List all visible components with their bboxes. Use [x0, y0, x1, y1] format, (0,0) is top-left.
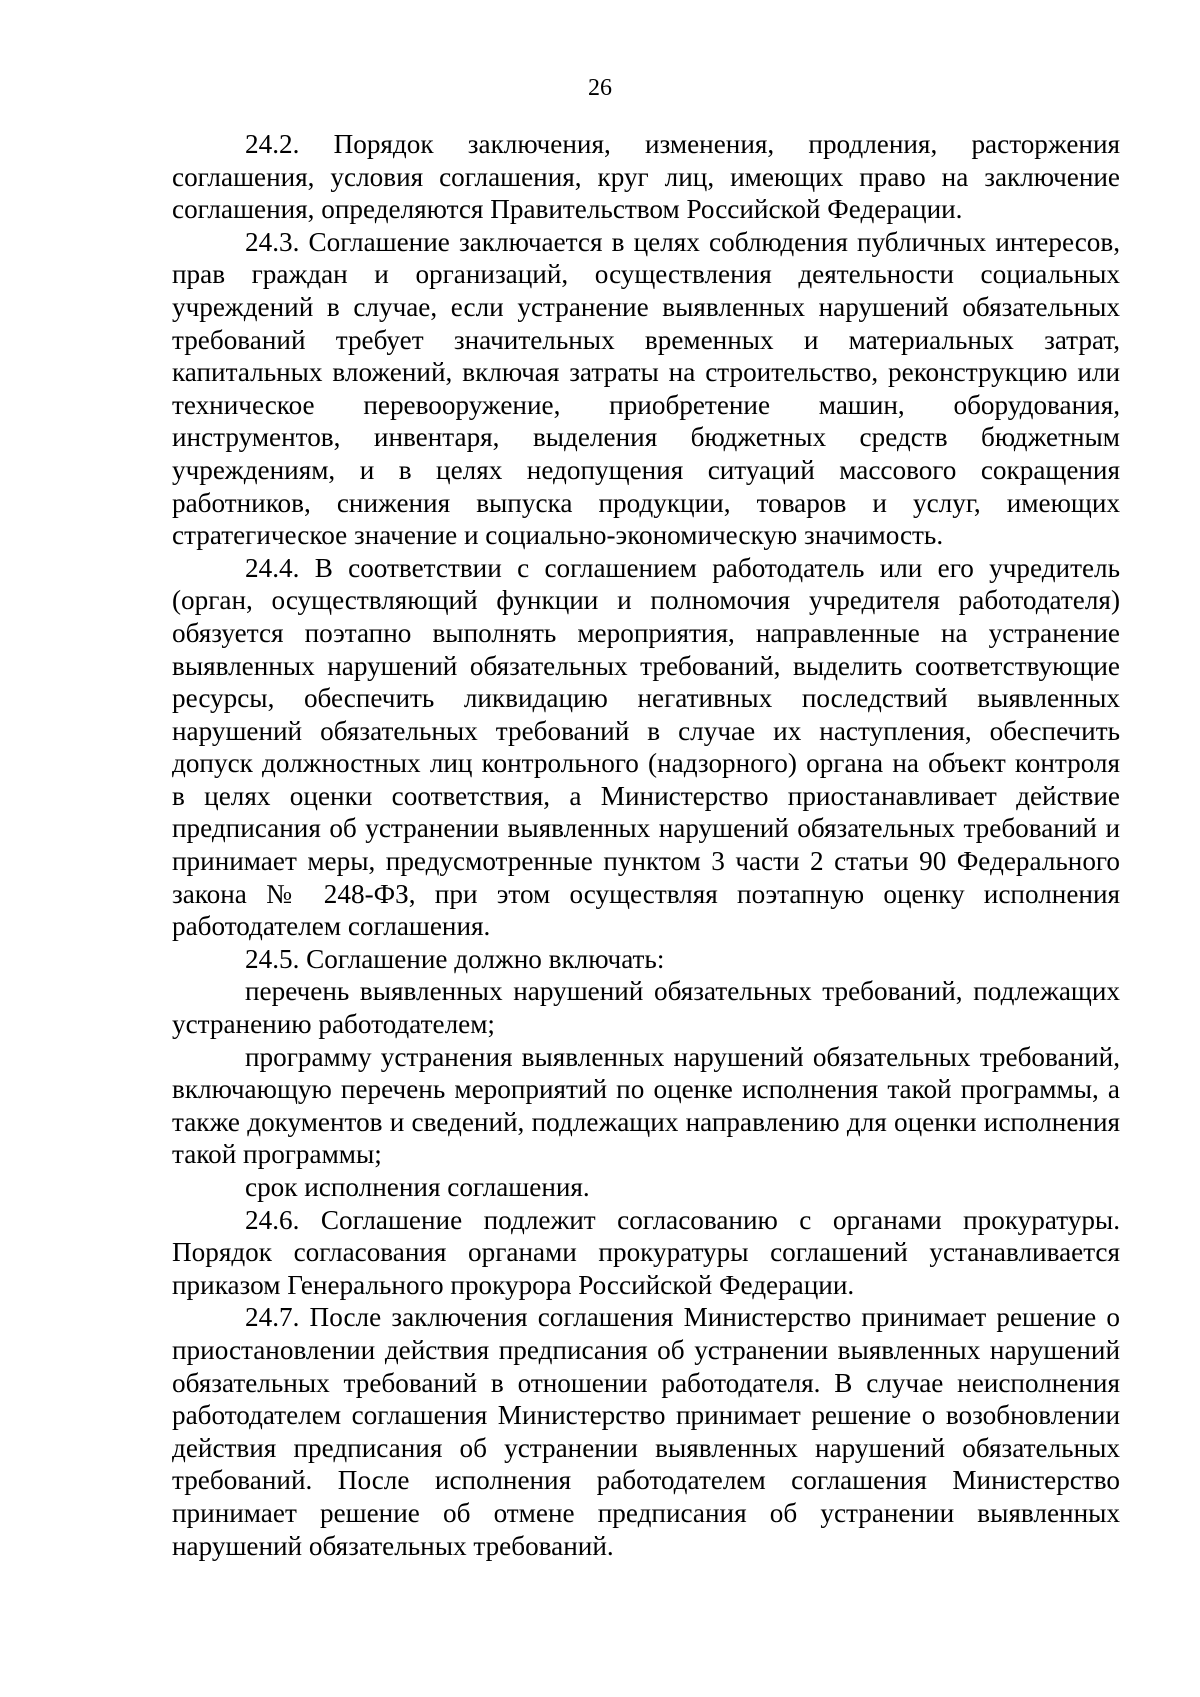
- paragraph-24-5: 24.5. Соглашение должно включать:: [245, 943, 665, 974]
- paragraph-24-6: 24.6. Соглашение подлежит согласованию с органами прокуратуры. Порядок согласования органами прокуратуры соглашений устанавливается приказом Генерального прокурора Российской Федерации.: [172, 1204, 1120, 1300]
- list-item-deadline: срок исполнения соглашения.: [245, 1172, 590, 1202]
- paragraph-24-4: 24.4. В соответствии с соглашением работодатель или его учредитель (орган, осуществляющий функции и полномочия учредителя работодателя) обязуется поэтапно выполнять мероприятия, направленные на устранение выявленных нарушений обязательных требований, выделить соответствующие ресурсы, обеспечить ликвидацию негативных последствий выявленных нарушений обязательных требований в случае их наступления, обеспечить допуск должностных лиц контрольного (надзорного) органа на объект контроля в целях оценки соответствия, а Министерство приостанавливает действие предписания об устранении выявленных нарушений обязательных требований и принимает меры, предусмотренные пунктом 3 части 2 статьи 90 Федерального закона № 248-ФЗ, при этом осуществляя поэтапную оценку исполнения работодателем соглашения.: [172, 552, 1120, 942]
- paragraph-24-2: 24.2. Порядок заключения, изменения, продления, расторжения соглашения, условия соглашения, круг лиц, имеющих право на заключение соглашения, определяются Правительством Российской Федерации.: [172, 129, 1120, 225]
- page-number: 26: [588, 75, 612, 101]
- list-item-program: программу устранения выявленных нарушений обязательных требований, включающую перечень мероприятий по оценке исполнения такой программы, а также документов и сведений, подлежащих направлению для оценки исполнения такой программы;: [172, 1041, 1120, 1170]
- paragraph-24-3: 24.3. Соглашение заключается в целях соблюдения публичных интересов, прав граждан и организаций, осуществления деятельности социальных учреждений в случае, если устранение выявленных нарушений обязательных требований требует значительных временных и материальных затрат, капитальных вложений, включая затраты на строительство, реконструкцию или техническое перевооружение, приобретение машин, оборудования, инструментов, инвентаря, выделения бюджетных средств бюджетным учреждениям, и в целях недопущения ситуаций массового сокращения работников, снижения выпуска продукции, товаров и услуг, имеющих стратегическое значение и социально-экономическую значимость.: [172, 226, 1120, 551]
- document-body: [172, 128, 1120, 1562]
- paragraph-24-7: 24.7. После заключения соглашения Министерство принимает решение о приостановлении действия предписания об устранении выявленных нарушений обязательных требований в отношении работодателя. В случае неисполнения работодателем соглашения Министерство принимает решение о возобновлении действия предписания об устранении выявленных нарушений обязательных требований. После исполнения работодателем соглашения Министерство принимает решение об отмене предписания об устранении выявленных нарушений обязательных требований.: [172, 1302, 1120, 1561]
- list-item-violations: перечень выявленных нарушений обязательных требований, подлежащих устранению работодателем;: [172, 976, 1120, 1040]
